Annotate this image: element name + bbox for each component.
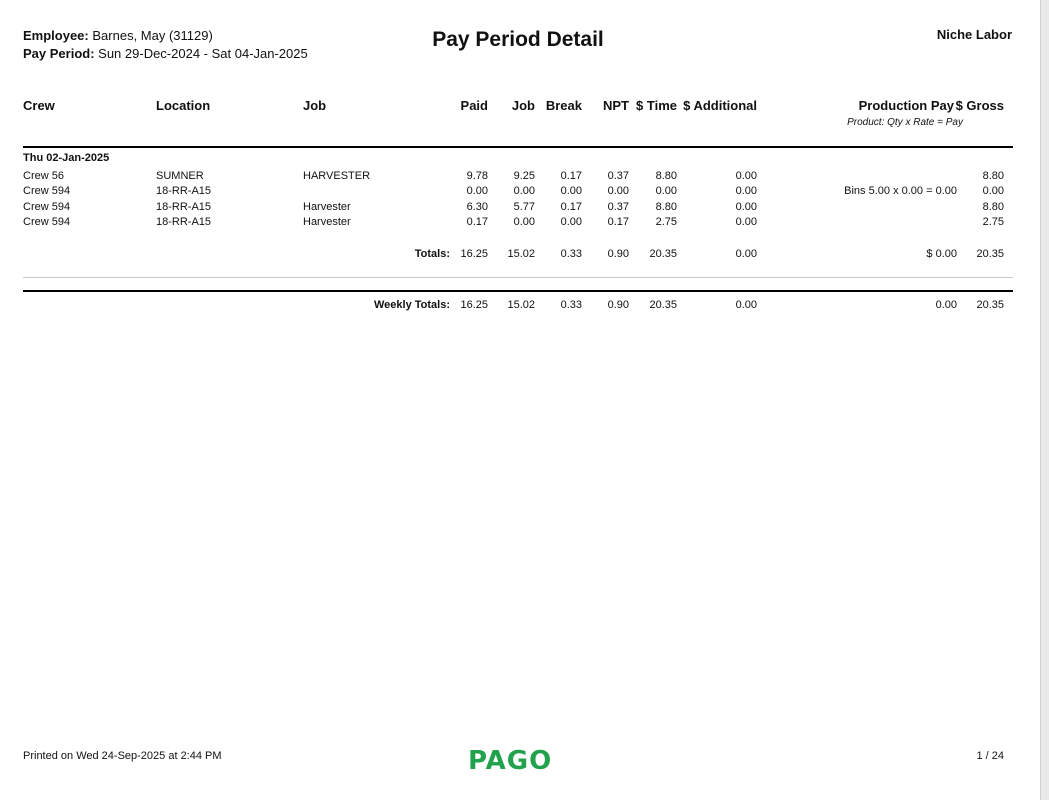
row-4-npt: 0.17	[607, 216, 629, 228]
row-3-gross: 8.80	[982, 201, 1004, 213]
totals-gross: 20.35	[976, 248, 1004, 260]
weekly-divider	[23, 290, 1013, 292]
printed-timestamp: Printed on Wed 24-Sep-2025 at 2:44 PM	[23, 750, 222, 762]
header-divider	[23, 146, 1013, 148]
row-3-job: Harvester	[303, 201, 351, 213]
weekly-job-hours: 15.02	[507, 299, 535, 311]
totals-time: 20.35	[649, 248, 677, 260]
row-3-job-hours: 5.77	[513, 201, 535, 213]
weekly-time: 20.35	[649, 299, 677, 311]
row-3-npt: 0.37	[607, 201, 629, 213]
row-4-job: Harvester	[303, 216, 351, 228]
page-edge	[1040, 0, 1041, 800]
row-2-additional: 0.00	[735, 185, 757, 197]
row-3-additional: 0.00	[735, 201, 757, 213]
row-1-break: 0.17	[560, 170, 582, 182]
totals-npt: 0.90	[607, 248, 629, 260]
row-3-crew: Crew 594	[23, 201, 71, 213]
employee-label: Employee:	[23, 28, 89, 43]
col-production-pay: Production Pay	[858, 98, 954, 113]
row-1-additional: 0.00	[735, 170, 757, 182]
weekly-totals-label: Weekly Totals:	[373, 299, 450, 311]
row-2-location: 18-RR-A15	[156, 185, 212, 197]
col-job-hours: Job	[511, 98, 535, 113]
pago-logo: PAGO	[468, 746, 553, 776]
row-2-crew: Crew 594	[23, 185, 71, 197]
totals-label: Totals:	[414, 248, 450, 260]
row-1-npt: 0.37	[607, 170, 629, 182]
row-4-break: 0.00	[560, 216, 582, 228]
row-1-location: SUMNER	[156, 170, 204, 182]
row-4-additional: 0.00	[735, 216, 757, 228]
row-1-crew: Crew 56	[23, 170, 64, 182]
col-gross: $ Gross	[955, 98, 1004, 113]
weekly-production: 0.00	[935, 299, 957, 311]
row-4-crew: Crew 594	[23, 216, 71, 228]
pay-period-label: Pay Period:	[23, 46, 95, 61]
row-2-npt: 0.00	[607, 185, 629, 197]
row-1-paid: 9.78	[466, 170, 488, 182]
row-4-time: 2.75	[655, 216, 677, 228]
row-2-time: 0.00	[655, 185, 677, 197]
row-4-gross: 2.75	[982, 216, 1004, 228]
row-2-gross: 0.00	[982, 185, 1004, 197]
totals-additional: 0.00	[735, 248, 757, 260]
row-1-time: 8.80	[655, 170, 677, 182]
row-2-paid: 0.00	[466, 185, 488, 197]
weekly-gross: 20.35	[976, 299, 1004, 311]
weekly-break: 0.33	[560, 299, 582, 311]
row-3-location: 18-RR-A15	[156, 201, 212, 213]
row-3-time: 8.80	[655, 201, 677, 213]
row-3-break: 0.17	[560, 201, 582, 213]
employee-value: Barnes, May (31129)	[92, 28, 213, 43]
production-subheader: Product: Qty x Rate = Pay	[847, 117, 963, 128]
row-1-job-hours: 9.25	[513, 170, 535, 182]
weekly-npt: 0.90	[607, 299, 629, 311]
day-divider	[23, 277, 1013, 278]
row-2-production: Bins 5.00 x 0.00 = 0.00	[844, 185, 957, 197]
totals-break: 0.33	[560, 248, 582, 260]
col-paid: Paid	[460, 98, 488, 113]
col-job: Job	[303, 98, 327, 113]
col-additional: $ Additional	[683, 98, 757, 113]
weekly-additional: 0.00	[735, 299, 757, 311]
col-crew: Crew	[23, 98, 55, 113]
col-time: $ Time	[636, 98, 677, 113]
row-4-paid: 0.17	[466, 216, 488, 228]
col-location: Location	[156, 98, 211, 113]
day-label: Thu 02-Jan-2025	[23, 152, 110, 164]
row-1-gross: 8.80	[982, 170, 1004, 182]
col-npt: NPT	[603, 98, 629, 113]
page-number: 1 / 24	[976, 750, 1004, 762]
row-3-paid: 6.30	[466, 201, 488, 213]
row-4-location: 18-RR-A15	[156, 216, 212, 228]
viewer-background	[1040, 0, 1049, 800]
col-break: Break	[545, 98, 582, 113]
weekly-paid: 16.25	[460, 299, 488, 311]
row-2-break: 0.00	[560, 185, 582, 197]
row-2-job-hours: 0.00	[513, 185, 535, 197]
page-title: Pay Period Detail	[432, 28, 604, 51]
pay-period-value: Sun 29-Dec-2024 - Sat 04-Jan-2025	[98, 46, 308, 61]
totals-production: $ 0.00	[926, 248, 957, 260]
company-name: Niche Labor	[936, 27, 1012, 42]
row-1-job: HARVESTER	[303, 170, 371, 182]
totals-job-hours: 15.02	[507, 248, 535, 260]
totals-paid: 16.25	[460, 248, 488, 260]
row-4-job-hours: 0.00	[513, 216, 535, 228]
